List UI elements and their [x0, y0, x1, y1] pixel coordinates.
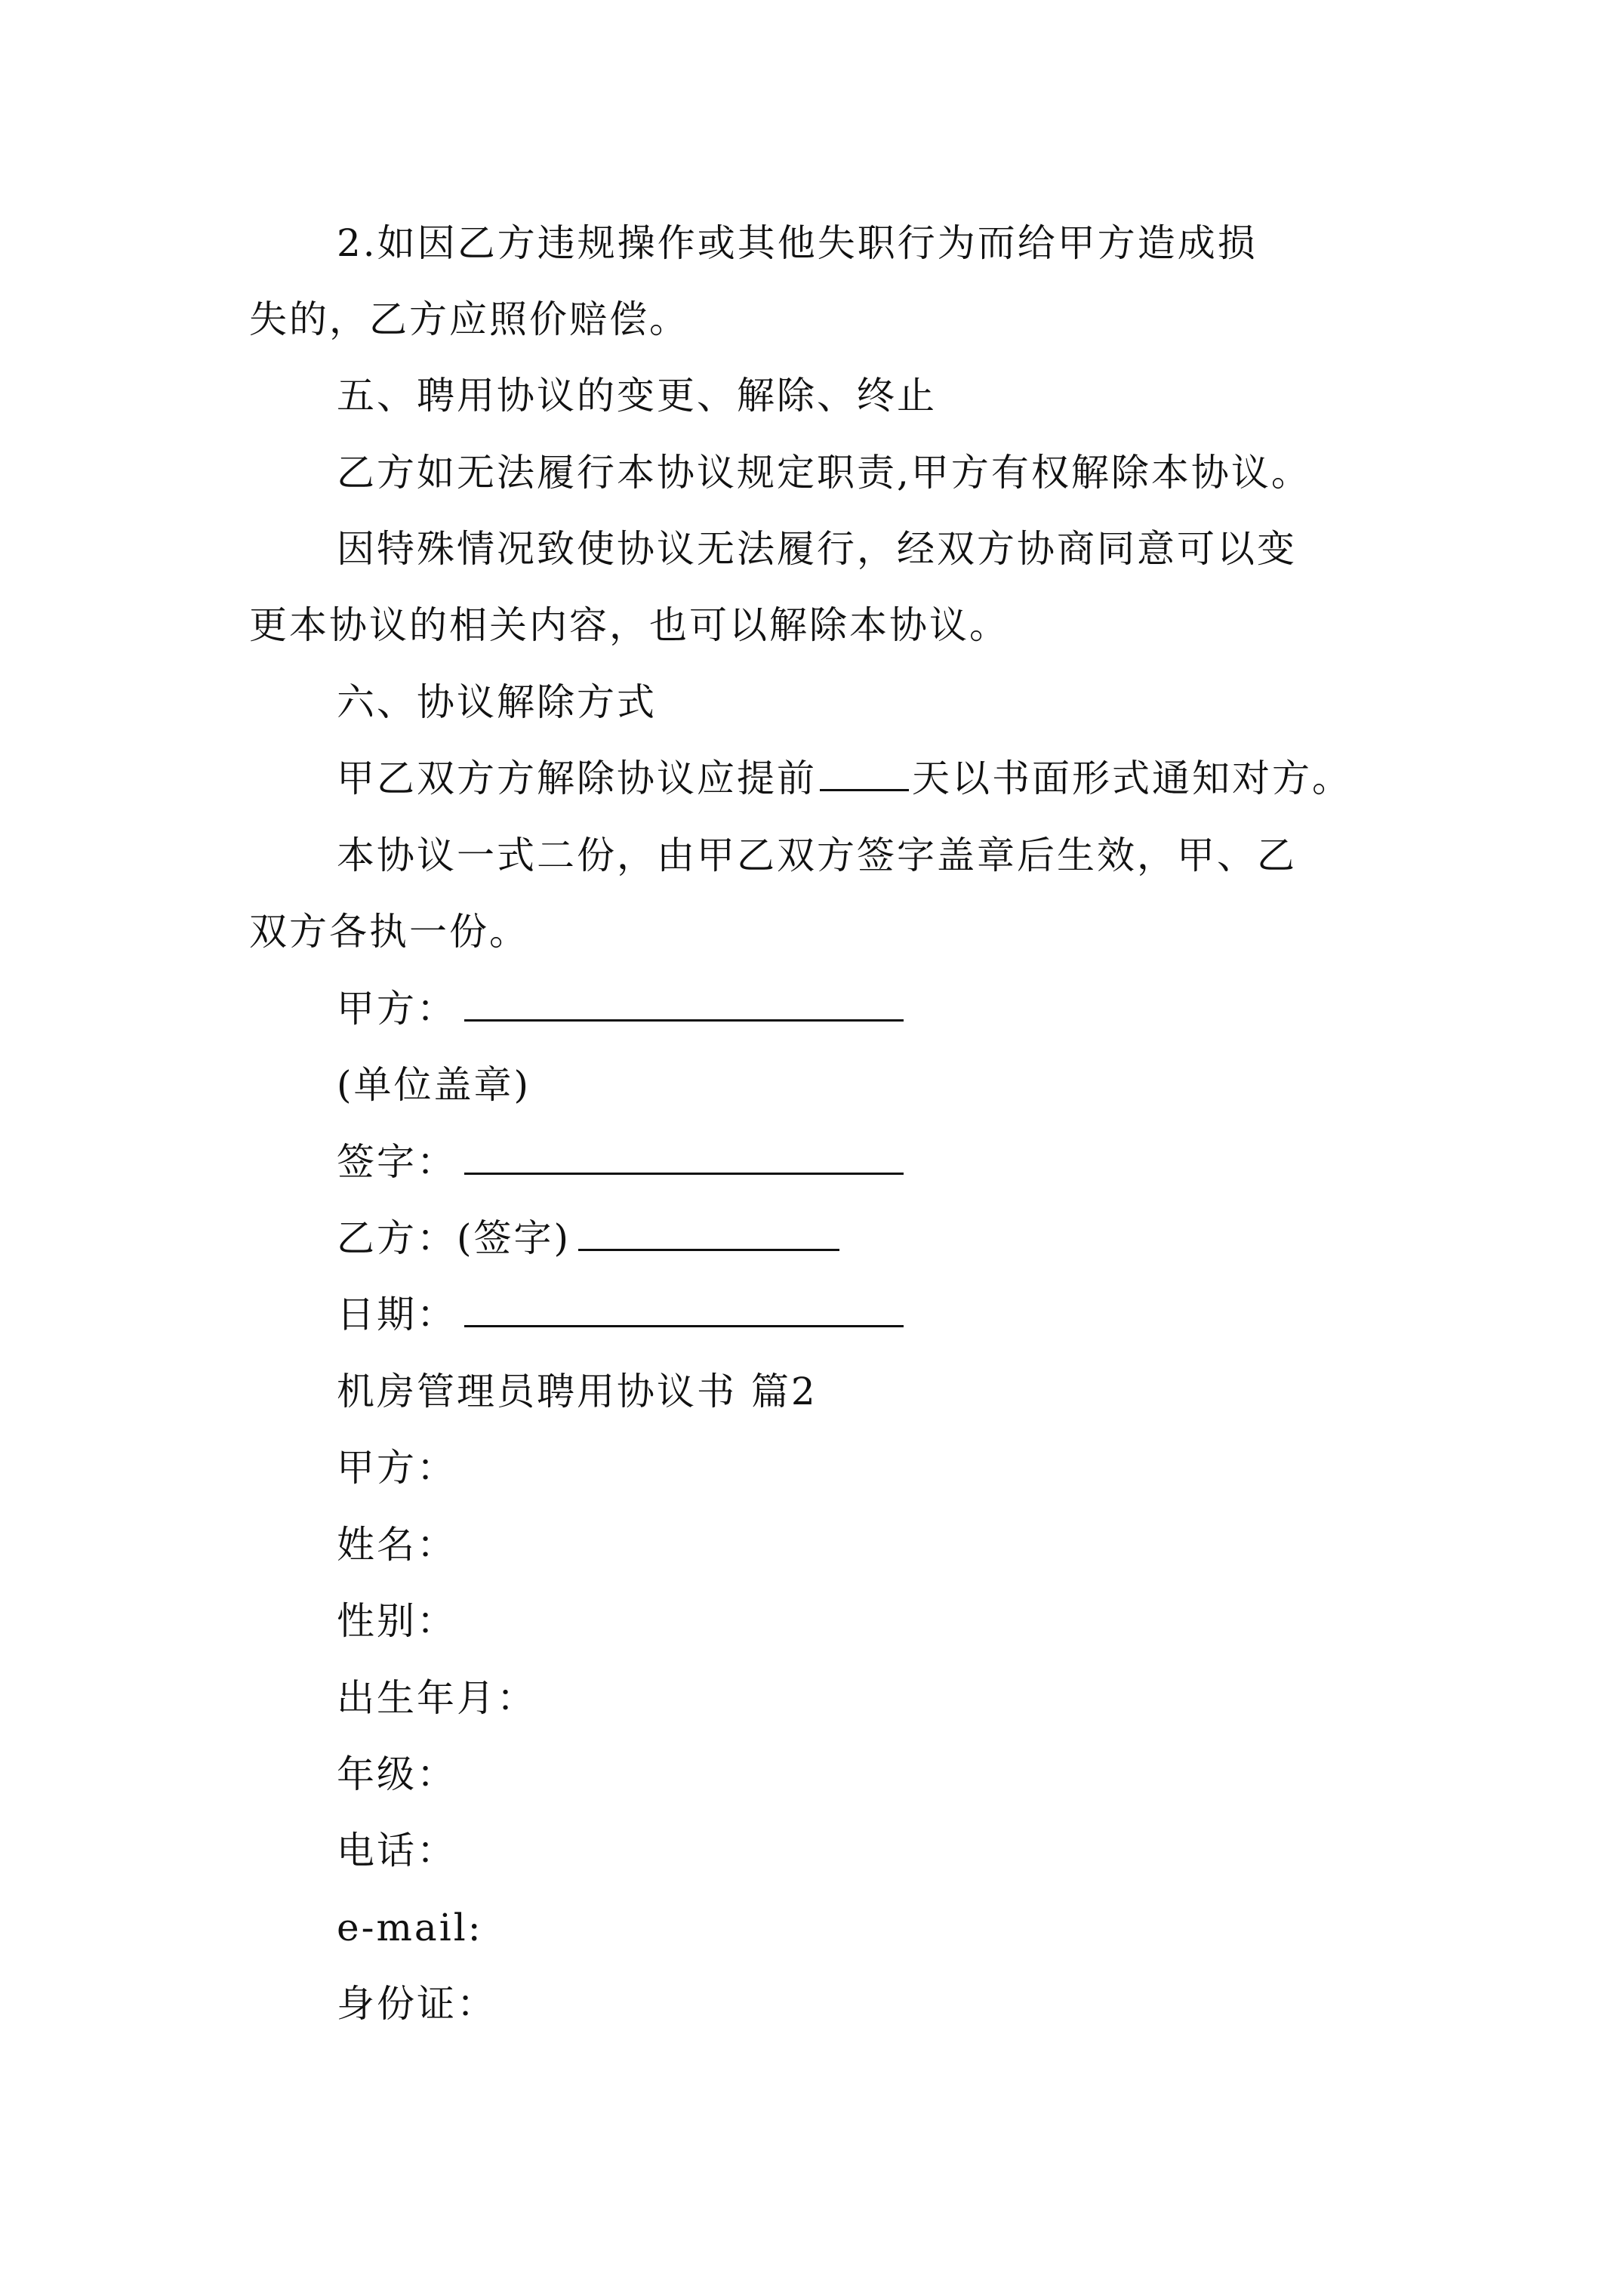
party-b-signature-row	[337, 1216, 839, 1261]
paragraph-notice-period	[337, 756, 1352, 801]
party-a-label: 甲方：	[337, 987, 457, 1031]
party-b-signature-line	[578, 1216, 839, 1251]
field-gender: 性别：	[337, 1599, 457, 1643]
sign-line	[464, 1139, 904, 1175]
unit-seal-label: (单位盖章)	[337, 1063, 531, 1107]
paragraph-liability-line1: 2.如因乙方违规操作或其他失职行为而给甲方造成损	[337, 221, 1258, 265]
field-phone: 电话：	[337, 1829, 457, 1872]
field-email: e-mail:	[337, 1906, 483, 1949]
heading-section-6: 六、协议解除方式	[337, 680, 657, 724]
field-party-a: 甲方：	[337, 1446, 457, 1490]
field-id-card: 身份证：	[337, 1982, 497, 2026]
notice-period-text-after: 天以书面形式通知对方。	[912, 757, 1352, 800]
paragraph-copies-line1: 本协议一式二份，由甲乙双方签字盖章后生效，甲、乙	[337, 834, 1297, 877]
party-a-signature-line	[464, 986, 904, 1022]
field-grade: 年级：	[337, 1752, 457, 1796]
field-name: 姓名：	[337, 1523, 457, 1567]
paragraph-termination-right: 乙方如无法履行本协议规定职责,甲方有权解除本协议。	[337, 451, 1311, 495]
paragraph-special-circumstances-line1: 因特殊情况致使协议无法履行，经双方协商同意可以变	[337, 527, 1297, 571]
notice-days-blank	[820, 756, 909, 791]
sign-label: 签字：	[337, 1140, 457, 1184]
date-row	[337, 1292, 904, 1337]
paragraph-copies-line2: 双方各执一份。	[249, 910, 529, 954]
paragraph-special-circumstances-line2: 更本协议的相关内容，也可以解除本协议。	[249, 603, 1009, 647]
heading-section-5: 五、聘用协议的变更、解除、终止	[337, 374, 937, 418]
notice-period-text-before: 甲乙双方方解除协议应提前	[337, 757, 817, 800]
section-2-title: 机房管理员聘用协议书 篇2	[337, 1370, 818, 1413]
field-birth-date: 出生年月：	[337, 1676, 537, 1720]
date-label: 日期：	[337, 1293, 457, 1336]
date-line	[464, 1292, 904, 1327]
paragraph-liability-line2: 失的，乙方应照价赔偿。	[249, 297, 689, 341]
party-b-label: 乙方：(签字)	[337, 1216, 571, 1260]
party-a-signature-row	[337, 986, 904, 1031]
sign-row	[337, 1139, 904, 1185]
